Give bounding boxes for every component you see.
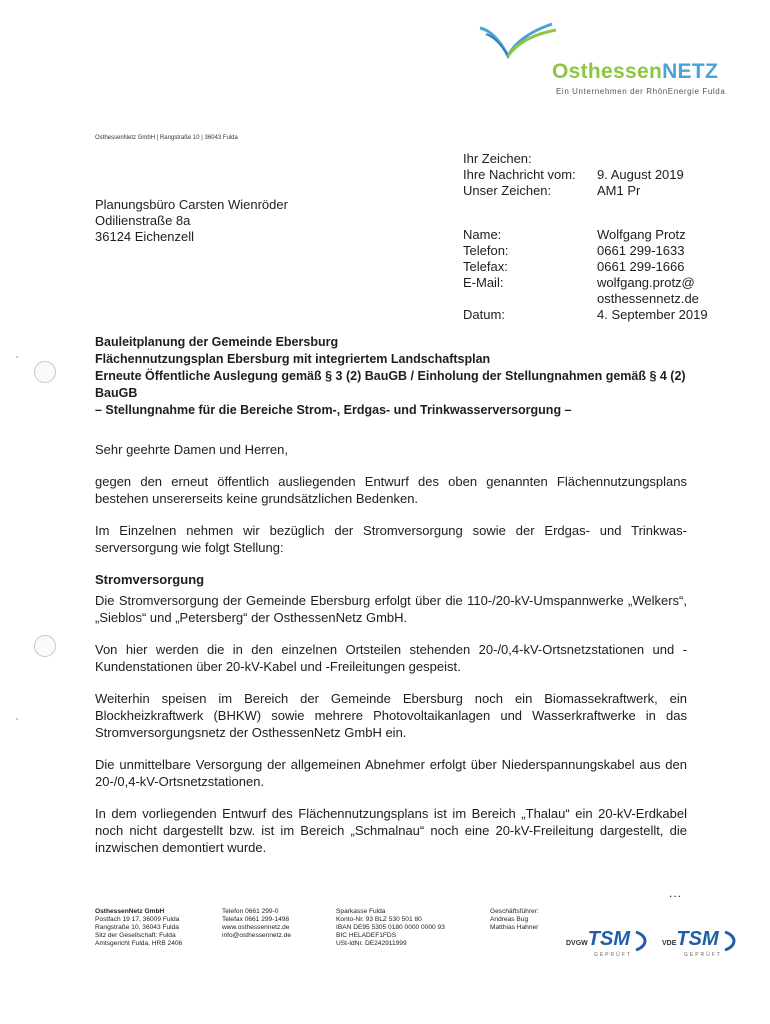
meta-value: 9. August 2019: [597, 167, 684, 182]
meta-row-nachricht: [463, 167, 708, 183]
footer-line: Telefax 0661 299-1498: [222, 916, 290, 923]
swoosh-icon: [634, 930, 652, 952]
footer-line: Telefon 0661 299-0: [222, 908, 279, 915]
cert-prefix: VDE: [662, 940, 677, 947]
osthessennetz-logo-icon: [478, 22, 558, 64]
letter-body: [95, 441, 687, 871]
subject-line: Erneute Öffentliche Auslegung gemäß § 3 (2) BauGB / Einholung der Stellungnahmen gemäß § 4 (2) BauGB: [95, 369, 686, 400]
meta-label: Ihr Zeichen:: [463, 151, 532, 166]
footer-line: Postfach 19 17, 36009 Fulda: [95, 916, 180, 923]
footer-line: IBAN DE95 5305 0180 0000 0000 93: [336, 924, 445, 931]
footer-line: BIC HELADEF1FDS: [336, 932, 397, 939]
recipient-line: 36124 Eichenzell: [95, 229, 195, 244]
reference-block: [463, 151, 708, 323]
meta-row-telefax: [463, 259, 708, 275]
meta-label: Name:: [463, 227, 502, 242]
footer-line: Andreas Bug: [490, 916, 529, 923]
continuation-mark: ...: [669, 886, 683, 900]
meta-label: Unser Zeichen:: [463, 183, 552, 198]
meta-value: 4. September 2019: [597, 307, 708, 322]
meta-value: 0661 299-1666: [597, 259, 685, 274]
brand-name-part1: Osthessen: [552, 60, 663, 83]
footer-bank: [336, 908, 445, 948]
paragraph: Die unmittelbare Versorgung der allgemeinen Abnehmer erfolgt über Niederspannungskabel aus den 20-/0,4-kV-Ortsnetzstationen.: [95, 757, 687, 789]
cert-text: TSM: [587, 928, 630, 950]
meta-label: Ihre Nachricht vom:: [463, 167, 576, 182]
footer-line: USt-IdNr. DE242911999: [336, 940, 407, 947]
vde-tsm-certification: [662, 928, 741, 958]
subject-line: Bauleitplanung der Gemeinde Ebersburg: [95, 335, 339, 349]
paragraph: In dem vorliegenden Entwurf des Flächennutzungsplans ist im Bereich „Thalau“ ein 20-kV-Erdkabel noch nicht dargestellt bzw. ist im Bereich „Schmalnau“ noch eine 20-kV-Freileitung dargestellt, die inzwischen demontiert wurde.: [95, 806, 687, 855]
footer-line: info@osthessennetz.de: [222, 932, 292, 939]
meta-value: osthessennetz.de: [597, 291, 699, 306]
brand-tagline: Ein Unternehmen der RhönEnergie Fulda: [556, 87, 726, 96]
recipient-address: [95, 197, 288, 245]
dvgw-tsm-certification: [566, 928, 652, 958]
paragraph: gegen den erneut öffentlich ausliegenden Entwurf des oben genannten Flächennutzungsplans bestehen unsererseits keine grundsätzlichen Bedenken.: [95, 474, 687, 506]
paragraph: Im Einzelnen nehmen wir bezüglich der Stromversorgung sowie der Erdgas- und Trinkwasserversorgung wie folgt Stellung:: [95, 523, 687, 555]
footer-line: OsthessenNetz GmbH: [95, 908, 165, 915]
recipient-line: Planungsbüro Carsten Wienröder: [95, 197, 288, 212]
subject-line: – Stellungnahme für die Bereiche Strom-, Erdgas- und Trinkwasserversorgung –: [95, 403, 572, 417]
salutation: Sehr geehrte Damen und Herren,: [95, 442, 288, 457]
scan-speck-icon: [16, 718, 18, 720]
punch-hole-icon: [34, 635, 56, 657]
brand-name-part2: NETZ: [662, 60, 719, 83]
meta-label: Telefon:: [463, 243, 509, 258]
footer-line: Matthias Hahner: [490, 924, 539, 931]
meta-value: AM1 Pr: [597, 183, 641, 198]
punch-hole-icon: [34, 361, 56, 383]
meta-row-telefon: [463, 243, 708, 259]
section-heading: Stromversorgung: [95, 572, 205, 587]
sender-line: OsthessenNetz GmbH | Rangstraße 10 | 36043 Fulda: [95, 135, 238, 141]
scan-speck-icon: [16, 356, 18, 358]
meta-row-unser-zeichen: [463, 183, 708, 199]
recipient-line: Odilienstraße 8a: [95, 213, 191, 228]
cert-sub: GEPRÜFT: [684, 951, 722, 958]
footer-management: [490, 908, 539, 932]
brand-name: [552, 60, 718, 84]
subject-line: Flächennutzungsplan Ebersburg mit integriertem Landschaftsplan: [95, 352, 491, 366]
footer-line: Amtsgericht Fulda, HRB 2406: [95, 940, 183, 947]
meta-row-email: [463, 275, 708, 291]
meta-value: Wolfgang Protz: [597, 227, 686, 242]
paragraph: Die Stromversorgung der Gemeinde Ebersburg erfolgt über die 110-/20-kV-Umspannwerke „Welkers“, „Sieblos“ und „Petersberg“ der OsthessenNetz GmbH.: [95, 593, 687, 625]
footer-company: [95, 908, 182, 948]
footer-contact: [222, 908, 291, 940]
subject-block: [95, 334, 695, 419]
footer-line: Sparkasse Fulda: [336, 908, 386, 915]
meta-value: 0661 299-1633: [597, 243, 685, 258]
paragraph: Von hier werden die in den einzelnen Ortsteilen stehenden 20-/0,4-kV-Ortsnetzstationen und -Kundenstationen über 20-kV-Kabel und -Freileitungen gespeist.: [95, 642, 687, 674]
meta-label: Telefax:: [463, 259, 508, 274]
cert-prefix: DVGW: [566, 940, 588, 947]
swoosh-icon: [723, 930, 741, 952]
cert-text: TSM: [676, 928, 719, 950]
cert-sub: GEPRÜFT: [594, 951, 632, 958]
footer-line: Geschäftsführer:: [490, 908, 539, 915]
meta-value: wolfgang.protz@: [597, 275, 695, 290]
footer-line: www.osthessennetz.de: [222, 924, 290, 931]
footer-line: Rangstraße 10, 36043 Fulda: [95, 924, 179, 931]
footer-line: Konto-Nr. 93 BLZ 530 501 80: [336, 916, 422, 923]
footer-line: Sitz der Gesellschaft: Fulda: [95, 932, 176, 939]
meta-row-email-cont: [463, 291, 708, 307]
meta-label: Datum:: [463, 307, 505, 322]
meta-row-name: [463, 227, 708, 243]
meta-row-ihr-zeichen: [463, 151, 708, 167]
meta-row-datum: [463, 307, 708, 323]
meta-label: E-Mail:: [463, 275, 504, 290]
paragraph: Weiterhin speisen im Bereich der Gemeinde Ebersburg noch ein Biomassekraftwerk, ein Blockheizkraftwerk (BHKW) sowie mehrere Photovoltaikanlagen und Wasserkraftwerke in das Stromversorgungsnetz der OsthessenNetz GmbH ein.: [95, 691, 687, 740]
